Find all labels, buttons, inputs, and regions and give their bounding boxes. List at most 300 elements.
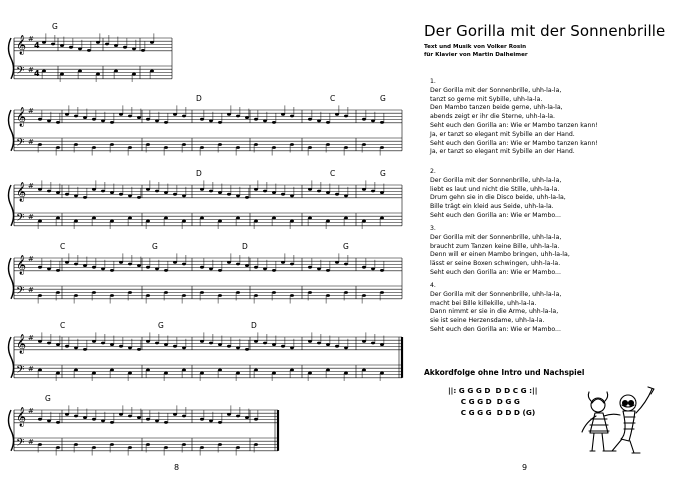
- note-head: [47, 419, 51, 422]
- note-head: [227, 261, 231, 264]
- note-head: [137, 196, 141, 199]
- note-head: [128, 346, 132, 349]
- note-head: [236, 115, 240, 118]
- note-head: [164, 146, 168, 149]
- song-title: Der Gorilla mit der Sonnenbrille: [424, 22, 666, 40]
- note-head: [371, 119, 375, 122]
- note-head: [74, 194, 78, 197]
- note-head: [56, 269, 60, 272]
- note-head: [56, 146, 60, 149]
- key-signature: #: [28, 255, 34, 263]
- note-head: [272, 269, 276, 272]
- note-head: [96, 41, 100, 44]
- note-head: [371, 342, 375, 345]
- note-head: [101, 267, 105, 270]
- treble-clef: 𝄞: [16, 407, 27, 427]
- note-head: [150, 41, 154, 44]
- key-signature: #: [28, 334, 34, 342]
- note-head: [326, 121, 330, 124]
- note-head: [344, 346, 348, 349]
- note-head: [164, 217, 168, 220]
- note-head: [69, 46, 73, 49]
- note-head: [254, 418, 258, 421]
- note-head: [308, 291, 312, 294]
- verse-line: Dann nimmt er sie in die Arme, uhh-la-la,: [430, 308, 559, 316]
- chord-symbol: G: [380, 94, 386, 103]
- chord-symbol: G: [380, 169, 386, 178]
- note-head: [146, 143, 150, 146]
- verse-line: Der Gorilla mit der Sonnenbrille, uhh-la-la,: [430, 176, 562, 184]
- note-head: [164, 291, 168, 294]
- note-head: [56, 446, 60, 449]
- verse-line: Seht euch den Gorilla an: Wie er Mambo...: [430, 211, 561, 219]
- note-head: [182, 346, 186, 349]
- note-head: [132, 47, 136, 50]
- note-head: [92, 291, 96, 294]
- note-head: [362, 220, 366, 223]
- page-number-left: 8: [174, 463, 180, 472]
- chord-symbol: G: [158, 321, 164, 330]
- note-head: [164, 121, 168, 124]
- note-head: [308, 372, 312, 375]
- note-head: [137, 116, 141, 119]
- note-head: [110, 121, 114, 124]
- bass-clef: 𝄢: [16, 137, 25, 152]
- note-head: [272, 217, 276, 220]
- note-head: [308, 340, 312, 343]
- verse-line: Drum gehn sie in die Disco beide, uhh-la-la,: [430, 194, 566, 202]
- note-head: [344, 115, 348, 118]
- note-head: [146, 220, 150, 223]
- note-head: [182, 263, 186, 266]
- note-head: [56, 343, 60, 346]
- note-head: [83, 348, 87, 351]
- chord-symbol: G: [45, 394, 51, 403]
- note-head: [123, 46, 127, 49]
- note-head: [155, 190, 159, 193]
- page-number-right: 9: [522, 463, 528, 472]
- chord-progression-title: Akkordfolge ohne Intro und Nachspiel: [424, 368, 585, 377]
- note-head: [38, 143, 42, 146]
- note-head: [218, 121, 222, 124]
- note-head: [380, 291, 384, 294]
- verse-number: 1.: [430, 78, 436, 85]
- note-head: [56, 372, 60, 375]
- note-head: [245, 116, 249, 119]
- note-head: [164, 269, 168, 272]
- note-head: [272, 343, 276, 346]
- brace: [9, 38, 14, 79]
- note-head: [362, 188, 366, 191]
- note-head: [254, 340, 258, 343]
- bass-clef: 𝄢: [16, 437, 25, 452]
- verse-line: Der Gorilla mit der Sonnenbrille, uhh-la-la,: [430, 290, 562, 298]
- note-head: [74, 143, 78, 146]
- note-head: [38, 266, 42, 269]
- note-head: [38, 220, 42, 223]
- note-head: [92, 118, 96, 121]
- verse-line: Ja, er tanzt so elegant mit Sybille an der Hand.: [430, 148, 575, 156]
- note-head: [200, 188, 204, 191]
- note-head: [182, 415, 186, 418]
- key-signature: #: [28, 438, 34, 446]
- note-head: [146, 294, 150, 297]
- note-head: [128, 146, 132, 149]
- chord-symbol: C: [330, 94, 336, 103]
- note-head: [308, 146, 312, 149]
- verse-line: Seht euch den Gorilla an: Wie er Mambo...: [430, 325, 561, 333]
- verse-line: sie ist seine Herzensdame, uhh-la-la.: [430, 317, 545, 325]
- key-signature: #: [28, 107, 34, 115]
- treble-clef: 𝄞: [16, 182, 27, 202]
- chord-symbol: D: [196, 94, 202, 103]
- note-head: [110, 269, 114, 272]
- note-head: [380, 146, 384, 149]
- note-head: [362, 143, 366, 146]
- note-head: [146, 188, 150, 191]
- verse-2: [430, 168, 670, 221]
- note-head: [182, 443, 186, 446]
- note-head: [137, 348, 141, 351]
- note-head: [290, 263, 294, 266]
- note-head: [200, 446, 204, 449]
- note-head: [47, 119, 51, 122]
- note-head: [173, 345, 177, 348]
- verse-line: braucht zum Tanzen keine Bille, uhh-la-la.: [430, 242, 560, 250]
- note-head: [47, 342, 51, 345]
- verse-line: Der Gorilla mit der Sonnenbrille, uhh-la-la,: [430, 233, 562, 241]
- note-head: [119, 113, 123, 116]
- note-head: [146, 443, 150, 446]
- note-head: [56, 121, 60, 124]
- note-head: [254, 188, 258, 191]
- note-head: [65, 413, 69, 416]
- note-head: [200, 118, 204, 121]
- note-head: [236, 146, 240, 149]
- key-signature: #: [28, 35, 34, 43]
- note-head: [335, 345, 339, 348]
- note-head: [290, 220, 294, 223]
- note-head: [200, 372, 204, 375]
- treble-clef: 𝄞: [16, 255, 27, 275]
- note-head: [290, 369, 294, 372]
- note-head: [38, 418, 42, 421]
- note-head: [74, 115, 78, 118]
- note-head: [281, 261, 285, 264]
- note-head: [38, 188, 42, 191]
- note-head: [290, 194, 294, 197]
- verse-line: Denn will er einen Mambo bringen, uhh-la-la,: [430, 251, 570, 259]
- note-head: [218, 143, 222, 146]
- note-head: [182, 369, 186, 372]
- chord-symbol: G: [343, 242, 349, 251]
- note-head: [155, 119, 159, 122]
- note-head: [362, 340, 366, 343]
- note-head: [254, 143, 258, 146]
- note-head: [308, 188, 312, 191]
- chord-row: C G G D D G G: [448, 397, 520, 406]
- note-head: [56, 217, 60, 220]
- note-head: [74, 369, 78, 372]
- note-head: [164, 421, 168, 424]
- note-head: [326, 343, 330, 346]
- credit-text-music: Text und Musik von Volker Rosin: [424, 44, 527, 50]
- note-head: [128, 372, 132, 375]
- note-head: [227, 193, 231, 196]
- treble-clef: 𝄞: [16, 334, 27, 354]
- note-head: [83, 116, 87, 119]
- note-head: [56, 421, 60, 424]
- note-head: [272, 291, 276, 294]
- key-signature: #: [28, 286, 34, 294]
- note-head: [380, 372, 384, 375]
- note-head: [173, 113, 177, 116]
- note-head: [164, 372, 168, 375]
- note-head: [182, 194, 186, 197]
- note-head: [146, 369, 150, 372]
- chord-symbol: C: [60, 321, 66, 330]
- note-head: [51, 43, 55, 46]
- key-signature: #: [28, 407, 34, 415]
- note-head: [236, 263, 240, 266]
- chord-symbol: G: [52, 22, 58, 31]
- time-signature: 4: [34, 69, 40, 78]
- bass-clef: 𝄢: [16, 65, 25, 80]
- note-head: [380, 269, 384, 272]
- note-head: [182, 143, 186, 146]
- note-head: [236, 217, 240, 220]
- note-head: [182, 294, 186, 297]
- note-head: [146, 118, 150, 121]
- note-head: [335, 261, 339, 264]
- note-head: [141, 49, 145, 52]
- chord-row: C G G G D D D (G): [448, 408, 536, 417]
- note-head: [65, 261, 69, 264]
- note-head: [155, 267, 159, 270]
- note-head: [74, 263, 78, 266]
- note-head: [380, 217, 384, 220]
- note-head: [119, 413, 123, 416]
- note-head: [326, 143, 330, 146]
- note-head: [128, 115, 132, 118]
- note-head: [65, 345, 69, 348]
- note-head: [245, 416, 249, 419]
- verse-1: [430, 78, 670, 157]
- key-signature: #: [28, 66, 34, 74]
- note-head: [173, 413, 177, 416]
- note-head: [290, 346, 294, 349]
- note-head: [128, 217, 132, 220]
- note-head: [74, 346, 78, 349]
- note-head: [83, 416, 87, 419]
- note-head: [56, 191, 60, 194]
- brace: [9, 410, 14, 451]
- verse-line: Seht euch den Gorilla an: Wie er Mambo...: [430, 268, 561, 276]
- note-head: [272, 372, 276, 375]
- verse-line: Bille trägt ein kleid aus Seide, uhh-la-la.: [430, 203, 554, 211]
- gorilla-dancers-illustration: [578, 383, 658, 463]
- note-head: [290, 115, 294, 118]
- note-head: [60, 44, 64, 47]
- note-head: [119, 261, 123, 264]
- chord-symbol: D: [196, 169, 202, 178]
- verse-line: lässt er seine Boxen schwingen, uhh-la-la.: [430, 260, 561, 268]
- verse-line: Seht euch den Gorilla an: Wie er Mambo tanzen kann!: [430, 121, 598, 129]
- note-head: [146, 418, 150, 421]
- brace: [9, 258, 14, 299]
- note-head: [272, 121, 276, 124]
- note-head: [200, 291, 204, 294]
- note-head: [114, 44, 118, 47]
- note-head: [38, 118, 42, 121]
- note-head: [110, 421, 114, 424]
- note-head: [92, 188, 96, 191]
- note-head: [254, 443, 258, 446]
- note-head: [87, 49, 91, 52]
- note-head: [164, 343, 168, 346]
- note-head: [101, 419, 105, 422]
- note-head: [317, 190, 321, 193]
- note-head: [254, 369, 258, 372]
- note-head: [371, 267, 375, 270]
- note-head: [92, 446, 96, 449]
- note-head: [344, 263, 348, 266]
- brace: [9, 185, 14, 226]
- note-head: [326, 369, 330, 372]
- note-head: [38, 340, 42, 343]
- note-head: [344, 217, 348, 220]
- note-head: [317, 119, 321, 122]
- note-head: [110, 343, 114, 346]
- note-head: [218, 191, 222, 194]
- note-head: [272, 146, 276, 149]
- note-head: [200, 266, 204, 269]
- note-head: [155, 342, 159, 345]
- note-head: [218, 443, 222, 446]
- note-head: [200, 340, 204, 343]
- note-head: [92, 418, 96, 421]
- note-head: [281, 193, 285, 196]
- note-head: [263, 342, 267, 345]
- verse-line: macht bei Bille killekille, uhh-la-la.: [430, 299, 537, 307]
- verse-line: liebt es laut und nicht die Stille, uhh-la-la.: [430, 185, 560, 193]
- note-head: [326, 269, 330, 272]
- note-head: [290, 294, 294, 297]
- note-head: [110, 443, 114, 446]
- chord-symbol: C: [330, 169, 336, 178]
- verse-3: [430, 225, 670, 278]
- note-head: [254, 118, 258, 121]
- brace: [9, 337, 14, 378]
- note-head: [74, 415, 78, 418]
- note-head: [114, 70, 118, 73]
- chord-symbol: D: [242, 242, 248, 251]
- note-head: [227, 113, 231, 116]
- bass-clef: 𝄢: [16, 364, 25, 379]
- note-head: [47, 190, 51, 193]
- note-head: [335, 193, 339, 196]
- note-head: [263, 119, 267, 122]
- note-head: [308, 118, 312, 121]
- note-head: [209, 119, 213, 122]
- note-head: [245, 348, 249, 351]
- note-head: [65, 193, 69, 196]
- note-head: [362, 266, 366, 269]
- note-head: [209, 419, 213, 422]
- note-head: [380, 343, 384, 346]
- verse-line: Ja, er tanzt so elegant mit Sybille an der Hand.: [430, 130, 575, 138]
- note-head: [245, 264, 249, 267]
- note-head: [92, 146, 96, 149]
- verse-number: 3.: [430, 225, 436, 232]
- note-head: [335, 113, 339, 116]
- chord-symbol: G: [152, 242, 158, 251]
- note-head: [236, 372, 240, 375]
- note-head: [344, 194, 348, 197]
- note-head: [227, 345, 231, 348]
- note-head: [290, 143, 294, 146]
- brace: [9, 110, 14, 151]
- note-head: [245, 196, 249, 199]
- note-head: [218, 269, 222, 272]
- note-head: [236, 291, 240, 294]
- note-head: [42, 70, 46, 73]
- note-head: [155, 419, 159, 422]
- note-head: [326, 220, 330, 223]
- verse-4: [430, 282, 670, 335]
- note-head: [101, 119, 105, 122]
- note-head: [200, 418, 204, 421]
- note-head: [92, 217, 96, 220]
- note-head: [281, 113, 285, 116]
- note-head: [200, 217, 204, 220]
- note-head: [146, 340, 150, 343]
- note-head: [128, 263, 132, 266]
- note-head: [83, 196, 87, 199]
- note-head: [218, 343, 222, 346]
- key-signature: #: [28, 182, 34, 190]
- note-head: [101, 190, 105, 193]
- note-head: [110, 220, 114, 223]
- credit-text-piano: für Klavier von Martin Dalheimer: [424, 52, 528, 58]
- note-head: [263, 190, 267, 193]
- note-head: [173, 261, 177, 264]
- note-head: [164, 446, 168, 449]
- note-head: [209, 190, 213, 193]
- note-head: [119, 345, 123, 348]
- note-head: [110, 143, 114, 146]
- note-head: [263, 267, 267, 270]
- chord-progression: [448, 385, 537, 418]
- note-head: [128, 194, 132, 197]
- note-head: [209, 267, 213, 270]
- note-head: [105, 43, 109, 46]
- note-head: [371, 190, 375, 193]
- note-head: [74, 443, 78, 446]
- verse-line: Den Mambo tanzen beide gerne, uhh-la-la,: [430, 104, 563, 112]
- note-head: [218, 294, 222, 297]
- note-head: [218, 421, 222, 424]
- note-head: [38, 294, 42, 297]
- key-signature: #: [28, 365, 34, 373]
- note-head: [362, 369, 366, 372]
- note-head: [146, 266, 150, 269]
- note-head: [128, 415, 132, 418]
- note-head: [254, 294, 258, 297]
- treble-clef: 𝄞: [16, 107, 27, 127]
- note-head: [326, 191, 330, 194]
- note-head: [362, 294, 366, 297]
